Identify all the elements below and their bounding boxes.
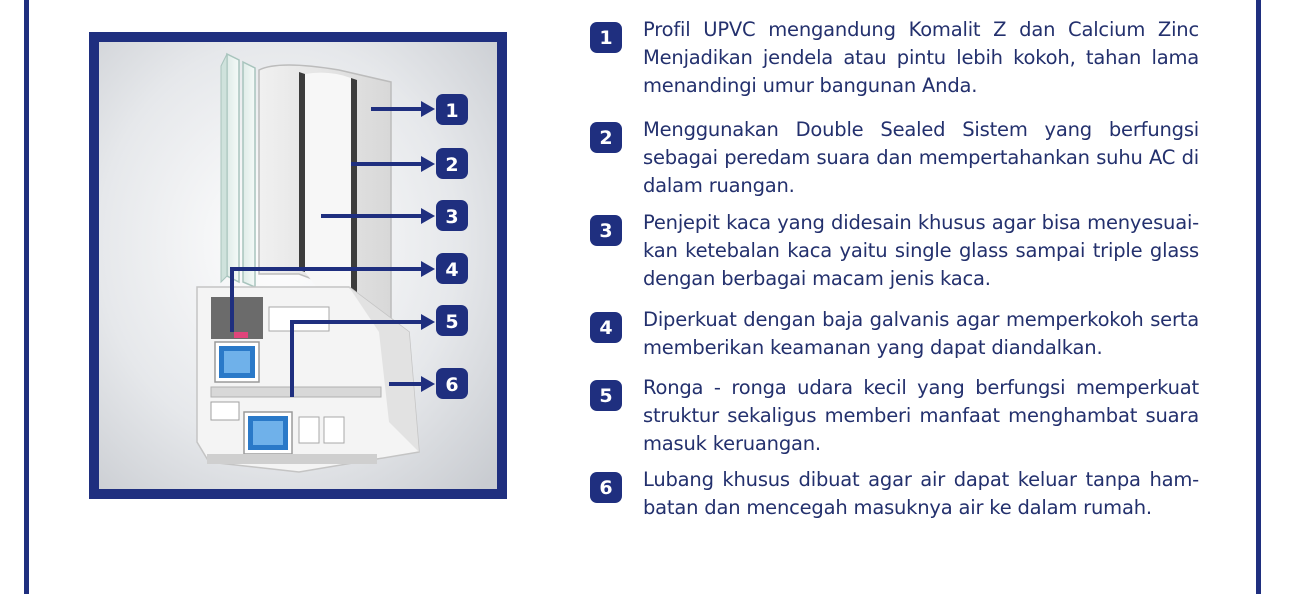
- feature-item-1: [590, 16, 1202, 100]
- callout-label-1: 1: [445, 100, 459, 122]
- callout-badge-2: [436, 148, 468, 179]
- callout-label-3: 3: [445, 206, 459, 228]
- feature-item-6: [590, 466, 1202, 522]
- feature-badge-6: 6: [590, 472, 622, 503]
- feature-text-3: Penjepit kaca yang didesain khusus agar bisa menyesuai-kan ketebalan kaca yaitu single glass sampai triple glass dengan berbagai macam jenis kaca.: [643, 211, 1199, 290]
- window-profile-image: [89, 32, 507, 499]
- callout-badge-5: [436, 305, 468, 336]
- feature-badge-1: 1: [590, 22, 622, 53]
- feature-badge-5: 5: [590, 380, 622, 411]
- feature-text-5: Ronga - ronga udara kecil yang berfungsi memperkuat struktur sekaligus memberi manfaat menghambat suara masuk keruangan.: [643, 376, 1199, 455]
- glass-panes: [221, 54, 255, 287]
- feature-badge-2: 2: [590, 122, 622, 153]
- callout-label-4: 4: [445, 259, 459, 281]
- feature-text-2: Menggunakan Double Sealed Sistem yang berfungsi sebagai peredam suara dan mempertahankan suhu AC di dalam ruangan.: [643, 118, 1199, 197]
- feature-text-6: Lubang khusus dibuat agar air dapat keluar tanpa ham-batan dan mencegah masuknya air ke dalam rumah.: [643, 468, 1199, 519]
- callout-label-5: 5: [445, 311, 459, 333]
- callout-badge-1: [436, 94, 468, 125]
- callout-label-2: 2: [445, 154, 459, 176]
- feature-badge-3: 3: [590, 215, 622, 246]
- feature-item-4: [590, 306, 1202, 362]
- feature-text-1: Profil UPVC mengandung Komalit Z dan Calcium Zinc Menjadikan jendela atau pintu lebih kokoh, tahan lama menandingi umur bangunan Anda.: [643, 18, 1199, 97]
- window-profile-illustration: [99, 42, 497, 489]
- feature-text-4: Diperkuat dengan baja galvanis agar memperkokoh serta memberikan keamanan yang dapat diandalkan.: [643, 308, 1199, 359]
- feature-item-5: [590, 374, 1202, 458]
- callout-label-6: 6: [445, 374, 459, 396]
- feature-item-2: [590, 116, 1202, 200]
- callout-badge-4: [436, 253, 468, 284]
- callout-badge-6: [436, 368, 468, 399]
- feature-badge-4: 4: [590, 312, 622, 343]
- callout-badge-3: [436, 200, 468, 231]
- feature-item-3: [590, 209, 1202, 293]
